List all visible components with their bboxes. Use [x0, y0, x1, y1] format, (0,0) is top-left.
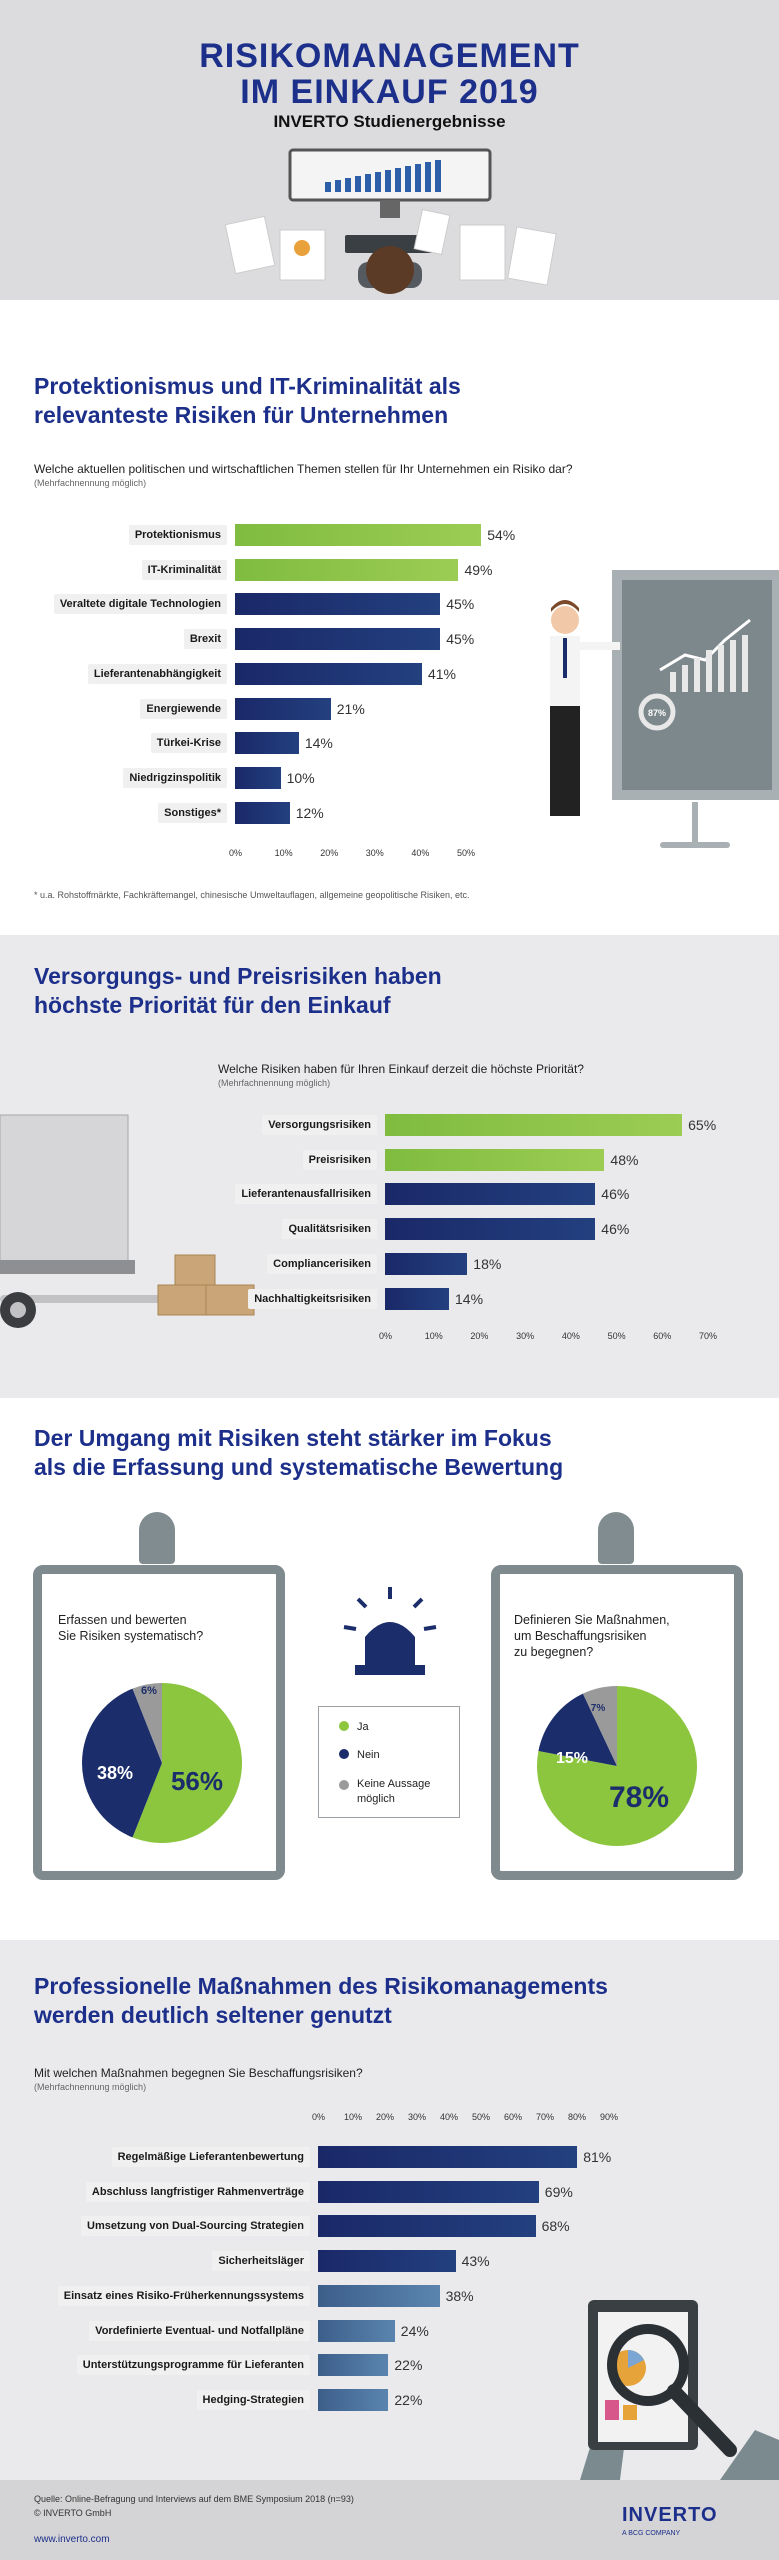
section3-title-line1: Der Umgang mit Risiken steht stärker im Fokus [34, 1425, 552, 1451]
bar-label: Lieferantenausfallrisiken [235, 1184, 377, 1204]
axis-tick: 70% [536, 2112, 555, 2122]
bar [235, 593, 440, 615]
axis-tick: 50% [457, 848, 476, 858]
bar-label: Lieferantenabhängigkeit [88, 664, 227, 684]
footer-url-link[interactable]: www.inverto.com [34, 2534, 110, 2545]
bar-value: 48% [610, 1151, 639, 1168]
card2-question-line3: zu begegnen? [514, 1645, 594, 1659]
bar-label: Vordefinierte Eventual- und Notfallpläne [89, 2321, 310, 2341]
bar [235, 698, 331, 720]
inverto-logo: INVERTO [622, 2504, 718, 2526]
bar-label: Umsetzung von Dual-Sourcing Strategien [81, 2216, 310, 2236]
bar [385, 1253, 467, 1275]
bar-label: Abschluss langfristiger Rahmenverträge [86, 2182, 310, 2202]
section3-title-line2: als die Erfassung und systematische Bewertung [34, 1454, 564, 1480]
bar-value: 46% [601, 1221, 630, 1238]
section4-title-line1: Professionelle Maßnahmen des Risikomanagements [34, 1973, 608, 1999]
bar-value: 18% [473, 1255, 502, 1272]
bar-label: Energiewende [140, 699, 227, 719]
bar-value: 21% [336, 700, 365, 717]
bar-label: Qualitätsrisiken [282, 1219, 377, 1239]
pie-chart-defined-measures [534, 1683, 700, 1849]
bar-value: 14% [304, 735, 333, 752]
bar-value: 43% [461, 2253, 490, 2270]
section1-note: (Mehrfachnennung möglich) [34, 478, 147, 488]
bar-label: Preisrisiken [303, 1150, 377, 1170]
axis-tick: 10% [344, 2112, 363, 2122]
bar [235, 559, 458, 581]
bar-label: Sonstiges* [158, 803, 227, 823]
legend-no [339, 1749, 380, 1761]
legend-yes [339, 1721, 369, 1733]
bar [318, 2389, 388, 2411]
bar [318, 2215, 536, 2237]
axis-tick: 0% [312, 2112, 326, 2122]
section2-question [218, 1062, 584, 1088]
card2-question [514, 1612, 670, 1660]
main-title-line1: RISIKOMANAGEMENT [199, 37, 580, 75]
bar-label: Einsatz eines Risiko-Früherkennungssystems [58, 2286, 310, 2306]
section2-title-line1: Versorgungs- und Preisrisiken haben [34, 963, 442, 989]
axis-tick: 80% [568, 2112, 587, 2122]
legend-yes-swatch [339, 1721, 349, 1731]
bar-value: 65% [688, 1117, 717, 1133]
bar-value: 69% [544, 2183, 573, 2200]
bar-value: 45% [446, 596, 475, 613]
bar [235, 663, 422, 685]
axis-tick: 40% [440, 2112, 459, 2122]
bar [235, 802, 290, 824]
axis-tick: 20% [320, 848, 339, 858]
bar-label: Veraltete digitale Technologien [54, 594, 227, 614]
bar-value: 41% [427, 665, 456, 682]
axis-tick: 20% [376, 2112, 395, 2122]
bar-value: 38% [445, 2287, 474, 2304]
card2-question-line2: um Beschaffungsrisiken [514, 1629, 647, 1643]
clipboard-clip-left [139, 1512, 175, 1564]
footer-source: Quelle: Online-Befragung und Interviews auf dem BME Symposium 2018 (n=93) [34, 2494, 354, 2504]
header [0, 0, 779, 300]
pie-chart-systematic-assessment [79, 1680, 245, 1846]
bar-value: 12% [295, 804, 324, 821]
legend-na-label-line2: möglich [357, 1793, 395, 1805]
header-subtitle: INVERTO Studienergebnisse [273, 112, 506, 131]
axis-tick: 10% [424, 1331, 443, 1341]
axis-tick: 40% [561, 1331, 580, 1341]
bar-label: Brexit [184, 629, 227, 649]
bar [385, 1288, 449, 1310]
bar-value: 81% [583, 2149, 612, 2165]
legend-no-swatch [339, 1749, 349, 1759]
section4-question-text: Mit welchen Maßnahmen begegnen Sie Beschaffungsrisiken? [34, 2066, 363, 2080]
card1-question-line1: Erfassen und bewerten [58, 1613, 187, 1627]
bar-label: Protektionismus [129, 525, 227, 545]
footer-copyright: © INVERTO GmbH [34, 2508, 112, 2518]
axis-tick: 60% [504, 2112, 523, 2122]
pie-label: 78% [608, 1781, 670, 1814]
bar-value: 10% [286, 769, 315, 786]
bar-value: 24% [400, 2322, 429, 2339]
axis-tick: 60% [653, 1331, 672, 1341]
bar-value: 22% [394, 2391, 423, 2408]
bar-label: Regelmäßige Lieferantenbewertung [112, 2147, 310, 2167]
pie-label: 7% [590, 1703, 606, 1714]
axis-tick: 30% [365, 848, 384, 858]
bar [235, 732, 299, 754]
bar-label: Unterstützungsprogramme für Lieferanten [77, 2355, 310, 2375]
bar [385, 1114, 682, 1136]
axis-tick: 20% [470, 1331, 489, 1341]
bar [318, 2285, 440, 2307]
bar [385, 1149, 604, 1171]
footer [0, 2480, 779, 2560]
bar-label: Sicherheitsläger [212, 2251, 310, 2271]
axis-tick: 70% [699, 1331, 718, 1341]
axis-tick: 0% [379, 1331, 393, 1341]
bar-label: Niedrigzinspolitik [123, 768, 227, 788]
bar-label: Nachhaltigkeitsrisiken [248, 1289, 377, 1309]
presentation-badge: 87% [647, 708, 667, 718]
bar-value: 45% [446, 631, 475, 648]
siren-icon [340, 1585, 440, 1685]
axis-tick: 0% [229, 848, 243, 858]
bar-value: 68% [541, 2218, 570, 2235]
bar-label: Compliancerisiken [267, 1254, 377, 1274]
bar-value: 54% [487, 527, 516, 543]
axis-tick: 30% [408, 2112, 427, 2122]
bar [385, 1183, 595, 1205]
bar-value: 46% [601, 1186, 630, 1203]
bar [318, 2320, 395, 2342]
axis-tick: 30% [516, 1331, 535, 1341]
bar [318, 2146, 577, 2168]
axis-tick: 50% [472, 2112, 491, 2122]
bar [318, 2250, 456, 2272]
presenter-illustration [520, 560, 779, 860]
section1-question-text: Welche aktuellen politischen und wirtschaftlichen Themen stellen für Ihr Unternehmen ein Risiko dar? [34, 462, 573, 476]
axis-tick: 50% [607, 1331, 626, 1341]
bar [235, 767, 281, 789]
bar [318, 2181, 539, 2203]
card2-question-line1: Definieren Sie Maßnahmen, [514, 1613, 670, 1627]
legend-no-label: Nein [357, 1749, 380, 1761]
card1-question [58, 1612, 203, 1644]
bar [385, 1218, 595, 1240]
legend-na-label-line1: Keine Aussage [357, 1778, 431, 1790]
axis-tick: 10% [274, 848, 293, 858]
pie-label: 15% [555, 1750, 589, 1767]
bar [235, 524, 481, 546]
axis-tick: 40% [411, 848, 430, 858]
pie-legend [318, 1706, 460, 1818]
bar-label: Versorgungsrisiken [262, 1115, 377, 1135]
card1-question-line2: Sie Risiken systematisch? [58, 1629, 204, 1643]
pie-label: 38% [96, 1763, 134, 1783]
bar-value: 22% [394, 2357, 423, 2374]
inverto-logo-sub: A BCG COMPANY [622, 2530, 681, 2537]
section1-title-line2: relevanteste Risiken für Unternehmen [34, 402, 449, 428]
section2-title-line2: höchste Priorität für den Einkauf [34, 992, 391, 1018]
desk-illustration [0, 140, 779, 300]
main-title-line2: IM EINKAUF 2019 [240, 73, 539, 111]
bar [235, 628, 440, 650]
legend-na [339, 1777, 430, 1807]
section1-question [34, 462, 573, 488]
section4-question [34, 2066, 363, 2092]
bar-value: 49% [464, 561, 493, 578]
section4-title-line2: werden deutlich seltener genutzt [34, 2002, 392, 2028]
bar-label: IT-Kriminalität [142, 560, 227, 580]
axis-tick: 90% [600, 2112, 619, 2122]
clipboard-clip-right [598, 1512, 634, 1564]
bar [318, 2354, 388, 2376]
section1-footnote: * u.a. Rohstoffmärkte, Fachkräftemangel, chinesische Umweltauflagen, allgemeine geopolitische Risiken, etc. [34, 890, 470, 900]
section1-title-line1: Protektionismus und IT-Kriminalität als [34, 373, 461, 399]
legend-yes-label: Ja [357, 1721, 369, 1733]
section2-note: (Mehrfachnennung möglich) [218, 1078, 331, 1088]
legend-na-swatch [339, 1780, 349, 1790]
bar-label: Hedging-Strategien [197, 2390, 310, 2410]
section4-note: (Mehrfachnennung möglich) [34, 2082, 147, 2092]
pie-label: 56% [170, 1766, 224, 1796]
section2-question-text: Welche Risiken haben für Ihren Einkauf derzeit die höchste Priorität? [218, 1062, 584, 1076]
magnifier-illustration [520, 2240, 779, 2480]
bar-label: Türkei-Krise [151, 733, 227, 753]
pie-label: 6% [141, 1685, 157, 1697]
bar-value: 14% [455, 1290, 484, 1307]
